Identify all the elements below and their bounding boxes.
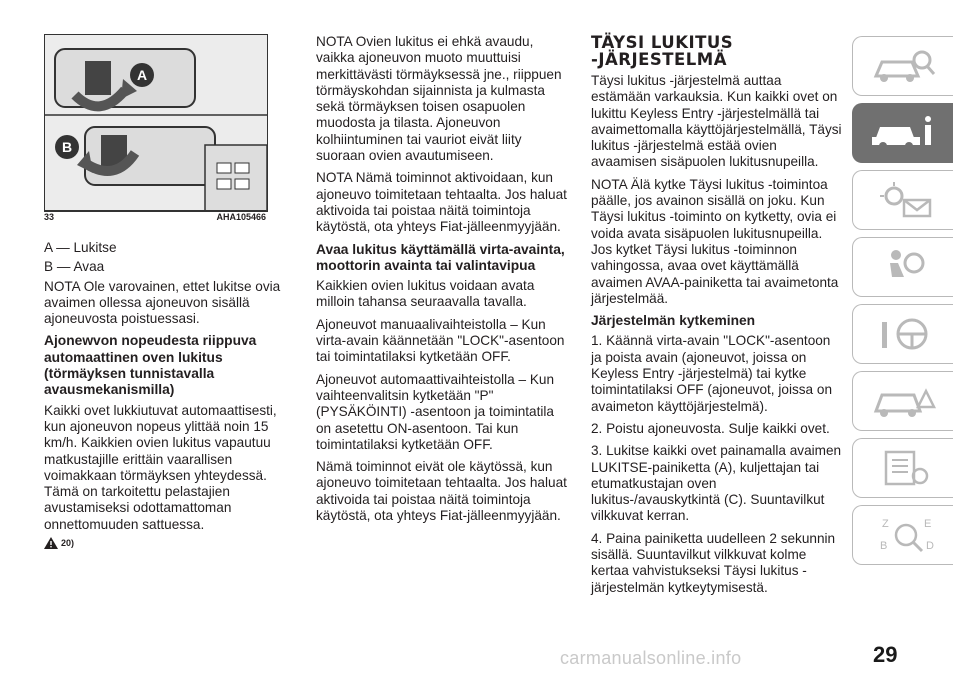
- column-1: [44, 240, 294, 549]
- column-2: [316, 34, 572, 530]
- heading-auto-lock: Ajonewvon nopeudesta riippuva automaattinen oven lukitus (törmäyksen tunnistavalla avausmekanismilla): [44, 333, 257, 398]
- svg-text:E: E: [924, 518, 932, 530]
- heading-unlock-key: Avaa lukitus käyttämällä virta-avainta, moottorin avainta tai valintavipua: [316, 241, 565, 273]
- figure-code: AHA105466: [216, 212, 266, 222]
- tab-warning-lights[interactable]: [852, 170, 953, 230]
- step-1: 1. Käännä virta-avain "LOCK"-asentoon ja poista avain (ajoneuvot, joissa on Keyless Entry -järjestelmä) tai kytke toimintatilaksi OFF (ajoneuvot, joissa on avaimeton käyttöjärjestelmä).: [591, 333, 833, 414]
- para-auto-lock: Kaikki ovet lukkiutuvat automaattisesti, kun ajoneuvon nopeus ylittää noin 15 km/h. Kaikkien ovien lukitus vapautuu matkustajille erittäin vaarallisen voimakkaan törmäyksen yhteydessä. Tämä on tarkoitettu pelastajien avustamiseksi odottamattoman onnettomuuden sattuessa.: [44, 402, 277, 532]
- car-search-icon: [868, 46, 938, 86]
- watermark: carmanualsonline.info: [560, 648, 742, 668]
- note-activation: NOTA Nämä toiminnot aktivoidaan, kun ajoneuvo toimitetaan tehtaalta. Jos haluat aktivoida tai poistaa näitä toimintoja käytöstä, ota yhteys Fiat-jälleenmyyjään.: [316, 170, 567, 235]
- svg-text:D: D: [926, 540, 934, 552]
- para-manual-transmission: Ajoneuvot manuaalivaihteistolla – Kun virta-avain käännetään "LOCK"-asentoon tai toimintatilaksi kytketään OFF.: [316, 316, 565, 365]
- svg-text:B: B: [880, 540, 888, 552]
- door-handle-illustration: [45, 35, 267, 211]
- step-2: 2. Poistu ajoneuvosta. Sulje kaikki ovet.: [591, 420, 830, 436]
- warning-ref-number: 20): [61, 538, 75, 549]
- label-a: A: [136, 67, 148, 83]
- svg-text:Z: Z: [882, 518, 889, 530]
- index-letters-icon: [868, 515, 938, 555]
- door-lock-figure: [44, 34, 268, 212]
- para-not-enabled: Nämä toiminnot eivät ole käytössä, kun ajoneuvo toimitetaan tehtaalta. Jos haluat aktivoida tai poistaa näitä toimintoja käytöstä, ota yhteys Fiat-jälleenmyyjään.: [316, 459, 567, 524]
- figure-rule: [44, 210, 266, 211]
- tab-airbag-seat[interactable]: [852, 237, 953, 297]
- tab-car-search[interactable]: [852, 36, 953, 96]
- step-3: 3. Lukitse kaikki ovet painamalla avaimen LUKITSE-painiketta (A), kuljettajan tai etumatkustajan oven lukitus-/avauskytkintä (C). Suuntavilkut vilkkuvat kerran.: [591, 443, 842, 524]
- page-number: 29: [873, 642, 898, 667]
- tab-service-checklist[interactable]: [852, 438, 953, 498]
- step-4: 4. Paina painiketta uudelleen 2 sekunnin sisällä. Suuntavilkut vilkkuvat kolme kertaa vahvistukseksi Täysi lukitus -järjestelmän kytkeytymisestä.: [591, 530, 836, 595]
- tab-index[interactable]: [852, 505, 953, 565]
- para-unlock-anytime: Kaikkien ovien lukitus voidaan avata milloin tahansa seuraavalla tavalla.: [316, 278, 535, 310]
- section-title: [591, 34, 843, 68]
- section-title-line2: -JÄRJESTELMÄ: [591, 50, 727, 69]
- note-crash-unlock: NOTA Ovien lukitus ei ehkä avaudu, vaikka ajoneuvon muoto muuttuisi merkittävästi törmäyksessä jne., riippuen törmäyskohdan sijainnista ja kulmasta sekä törmäyksen toisen osapuolen muodosta ja tilasta. Ajoneuvon kolhiintuminen tai vauriot eivät liity suoraan ovien avautumiseen.: [316, 34, 562, 164]
- airbag-seat-icon: [868, 247, 938, 287]
- tab-car-info[interactable]: [852, 103, 953, 163]
- para-full-lock-intro: Täysi lukitus -järjestelmä auttaa estämään varkauksia. Kun kaikki ovet on lukittu Keyless Entry -järjestelmällä tai avaimettomalla käyttöjärjestelmällä, Täysi lukitus -järjestelmä estää ovien avaamisen sisäpuolen lukitusnupeilla.: [591, 73, 842, 170]
- note-full-lock: NOTA Älä kytke Täysi lukitus -toimintoa päälle, jos avainon sisällä on joku. Kun Täysi lukitus -toiminto on kytketty, ovia ei voida avata sisäpuolen lukitusnupeilla. Jos kytket Täysi lukitus -toiminnon vahingossa, avaa ovet käyttämällä avaimen AVAA-painiketta tai avaimetonta järjestelmää.: [591, 176, 839, 306]
- para-automatic-transmission: Ajoneuvot automaattivaihteistolla – Kun vaihteenvalitsin kytketään "P" (PYSÄKÖINTI) -asentoon ja toimintatila on asetettu ON-asentoon. Tai kun toimintatilaksi kytketään OFF.: [316, 371, 555, 452]
- warning-triangle-icon: [44, 537, 58, 549]
- figure-caption: [44, 212, 266, 222]
- steering-wheel-icon: [868, 314, 938, 354]
- service-checklist-icon: [868, 448, 938, 488]
- tab-car-breakdown[interactable]: [852, 371, 953, 431]
- legend-a: A — Lukitse: [44, 240, 117, 255]
- note-key-inside: NOTA Ole varovainen, ettet lukitse ovia avaimen ollessa ajoneuvon sisällä ajoneuvosta poistuessasi.: [44, 278, 281, 327]
- label-b: B: [61, 139, 73, 155]
- column-3: [591, 34, 843, 602]
- warning-reference[interactable]: [44, 537, 294, 549]
- car-breakdown-icon: [868, 381, 938, 421]
- chapter-sidebar: [852, 36, 960, 572]
- tab-steering-wheel[interactable]: [852, 304, 953, 364]
- legend-b: B — Avaa: [44, 259, 105, 275]
- heading-activation: Järjestelmän kytkeminen: [591, 313, 756, 329]
- figure-number: 33: [44, 212, 55, 222]
- section-title-line1: TÄYSI LUKITUS: [591, 33, 734, 52]
- warning-lights-icon: [868, 180, 938, 220]
- car-info-icon: [868, 113, 938, 153]
